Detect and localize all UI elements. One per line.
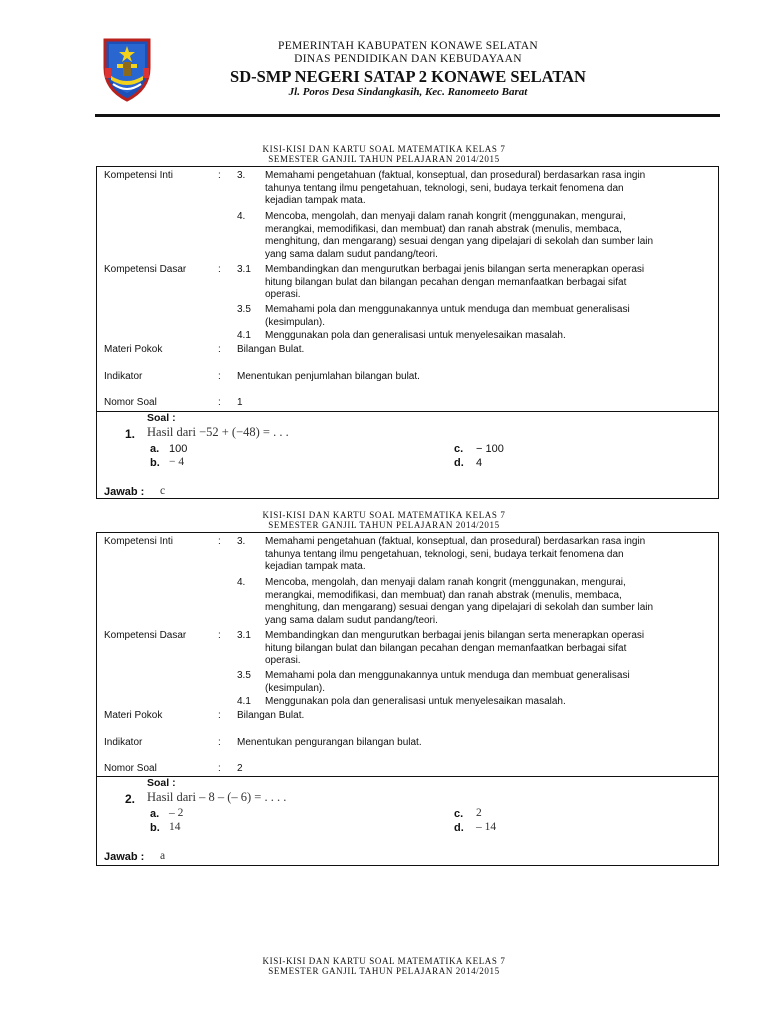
ki-item-3 [265, 170, 710, 208]
colon: : [218, 630, 221, 641]
section-title [0, 510, 768, 530]
option-b-letter: b. [150, 822, 160, 834]
kd-item-3-5 [265, 304, 710, 329]
materi-label: Materi Pokok [104, 710, 163, 721]
colon: : [218, 371, 221, 382]
ki-item-4 [265, 577, 710, 627]
card-metadata [97, 533, 718, 777]
answer-value: a [160, 850, 166, 862]
question-text: Hasil dari – 8 – (– 6) = . . . . [147, 790, 287, 804]
question-text: Hasil dari −52 + (−48) = . . . [147, 425, 289, 439]
card-metadata [97, 167, 718, 412]
indikator-label: Indikator [104, 737, 143, 748]
colon: : [218, 170, 221, 181]
kd-line: Membandingkan dan mengurutkan berbagai jenis bilangan serta menerapkan operasi [265, 264, 645, 275]
soal-label: Soal : [147, 777, 176, 789]
indikator-value: Menentukan pengurangan bilangan bulat. [237, 737, 422, 748]
option-a-value: – 2 [169, 807, 184, 819]
nomor-soal-value: 1 [237, 397, 243, 408]
ki-line: merangkai, memodifikasi, dan membuat) dan ranah abstrak (menulis, membaca, [265, 223, 622, 235]
kd-line: hitung bilangan bulat dan bilangan pecahan dengan memanfaatkan berbagai sifat [265, 276, 627, 288]
option-d-letter: d. [454, 822, 464, 834]
ki-line: Memahami pengetahuan (faktual, konseptual, dan prosedural) berdasarkan rasa ingin [265, 170, 646, 181]
colon: : [218, 344, 221, 355]
ki-line: Mencoba, mengolah, dan menyaji dalam ranah kongrit (menggunakan, mengurai, [265, 211, 626, 222]
section-title-line2: SEMESTER GANJIL TAHUN PELAJARAN 2014/2015 [268, 154, 500, 164]
ki-line: yang sama dalam sudut pandang/teori. [265, 248, 438, 260]
answer-value: c [160, 485, 166, 497]
soal-label: Soal : [147, 412, 176, 424]
kd-line: hitung bilangan bulat dan bilangan pecahan dengan memanfaatkan berbagai sifat [265, 642, 627, 654]
option-d-value: – 14 [476, 821, 497, 833]
option-a-letter: a. [150, 443, 160, 455]
kd-line: (kesimpulan). [265, 316, 326, 328]
option-b-value: 14 [169, 821, 181, 833]
kd-num: 3.1 [237, 630, 251, 641]
department-name: DINAS PENDIDIKAN DAN KEBUDAYAAN [294, 53, 522, 65]
kd-item-3-1 [265, 630, 710, 668]
ki-line: merangkai, memodifikasi, dan membuat) dan ranah abstrak (menulis, membaca, [265, 589, 622, 601]
colon: : [218, 397, 221, 408]
colon: : [218, 536, 221, 547]
section-title-line1: KISI-KISI DAN KARTU SOAL MATEMATIKA KELAS 7 [262, 510, 506, 520]
kd-line: (kesimpulan). [265, 682, 326, 694]
section-title [0, 956, 768, 976]
kd-line: Memahami pola dan menggunakannya untuk menduga dan membuat generalisasi [265, 670, 630, 681]
section-title-line2: SEMESTER GANJIL TAHUN PELAJARAN 2014/2015 [268, 966, 500, 976]
option-c-value: − 100 [476, 443, 504, 455]
ki-line: menghitung, dan mengarang) sesuai dengan yang dipelajari di sekolah dan sumber lain [265, 236, 654, 248]
question-card-1 [96, 166, 719, 499]
ki-line: kejadian tampak mata. [265, 195, 366, 207]
question-card-2 [96, 532, 719, 866]
kd-item-3-1 [265, 264, 710, 302]
option-b-letter: b. [150, 457, 160, 469]
ki-num: 4. [237, 211, 246, 222]
option-a-letter: a. [150, 808, 160, 820]
ki-num: 3. [237, 536, 246, 547]
nomor-soal-label: Nomor Soal [104, 397, 157, 408]
kd-line: Memahami pola dan menggunakannya untuk menduga dan membuat generalisasi [265, 304, 630, 315]
kd-line: operasi. [265, 289, 301, 301]
ki-item-3 [265, 536, 710, 574]
materi-label: Materi Pokok [104, 344, 163, 355]
section-title-line1: KISI-KISI DAN KARTU SOAL MATEMATIKA KELAS 7 [262, 956, 506, 966]
colon: : [218, 763, 221, 774]
kd-item-4-1 [265, 696, 710, 709]
ki-line: Mencoba, mengolah, dan menyaji dalam ranah kongrit (menggunakan, mengurai, [265, 577, 626, 588]
option-b-value: − 4 [169, 456, 185, 468]
section-title-line2: SEMESTER GANJIL TAHUN PELAJARAN 2014/2015 [268, 520, 500, 530]
kd-line: Membandingkan dan mengurutkan berbagai jenis bilangan serta menerapkan operasi [265, 630, 645, 641]
kd-item-4-1 [265, 330, 710, 343]
jawab-label: Jawab : [104, 486, 145, 498]
ki-num: 3. [237, 170, 246, 181]
ki-line: tahunya tentang ilmu pengetahuan, teknologi, seni, budaya terkait fenomena dan [265, 548, 624, 560]
indikator-label: Indikator [104, 371, 143, 382]
kd-item-3-5 [265, 670, 710, 695]
nomor-soal-value: 2 [237, 763, 243, 774]
ki-num: 4. [237, 577, 246, 588]
colon: : [218, 710, 221, 721]
kd-num: 3.5 [237, 670, 251, 681]
kd-label: Kompetensi Dasar [104, 264, 187, 275]
ki-line: kejadian tampak mata. [265, 561, 366, 573]
government-name: PEMERINTAH KABUPATEN KONAWE SELATAN [278, 40, 538, 52]
section-title-line1: KISI-KISI DAN KARTU SOAL MATEMATIKA KELAS 7 [262, 144, 506, 154]
section-title [0, 144, 768, 164]
nomor-soal-label: Nomor Soal [104, 763, 157, 774]
kd-num: 3.1 [237, 264, 251, 275]
option-c-letter: c. [454, 808, 464, 820]
kd-label: Kompetensi Dasar [104, 630, 187, 641]
ki-label: Kompetensi Inti [104, 536, 173, 547]
kd-line: Menggunakan pola dan generalisasi untuk menyelesaikan masalah. [265, 696, 566, 707]
ki-label: Kompetensi Inti [104, 170, 173, 181]
kd-num: 4.1 [237, 330, 251, 341]
question-number: 1. [125, 427, 136, 441]
colon: : [218, 737, 221, 748]
colon: : [218, 264, 221, 275]
option-a-value: 100 [169, 443, 188, 455]
question-section [97, 777, 718, 866]
school-address: Jl. Poros Desa Sindangkasih, Kec. Ranomeeto Barat [288, 86, 528, 98]
option-c-letter: c. [454, 443, 464, 455]
kd-num: 3.5 [237, 304, 251, 315]
ki-line: menghitung, dan mengarang) sesuai dengan yang dipelajari di sekolah dan sumber lain [265, 602, 654, 614]
indikator-value: Menentukan penjumlahan bilangan bulat. [237, 371, 420, 382]
option-d-letter: d. [454, 457, 464, 469]
materi-value: Bilangan Bulat. [237, 710, 305, 721]
question-section [97, 412, 718, 500]
regency-crest-icon [101, 38, 153, 102]
ki-line: Memahami pengetahuan (faktual, konseptual, dan prosedural) berdasarkan rasa ingin [265, 536, 646, 547]
letterhead-divider [95, 114, 720, 117]
jawab-label: Jawab : [104, 851, 145, 863]
question-number: 2. [125, 792, 136, 806]
materi-value: Bilangan Bulat. [237, 344, 305, 355]
school-name: SD-SMP NEGERI SATAP 2 KONAWE SELATAN [230, 67, 586, 86]
ki-line: yang sama dalam sudut pandang/teori. [265, 614, 438, 626]
option-d-value: 4 [476, 457, 483, 469]
ki-item-4 [265, 211, 710, 261]
kd-line: operasi. [265, 655, 301, 667]
option-c-value: 2 [476, 807, 482, 819]
ki-line: tahunya tentang ilmu pengetahuan, teknologi, seni, budaya terkait fenomena dan [265, 182, 624, 194]
kd-line: Menggunakan pola dan generalisasi untuk menyelesaikan masalah. [265, 330, 566, 341]
kd-num: 4.1 [237, 696, 251, 707]
